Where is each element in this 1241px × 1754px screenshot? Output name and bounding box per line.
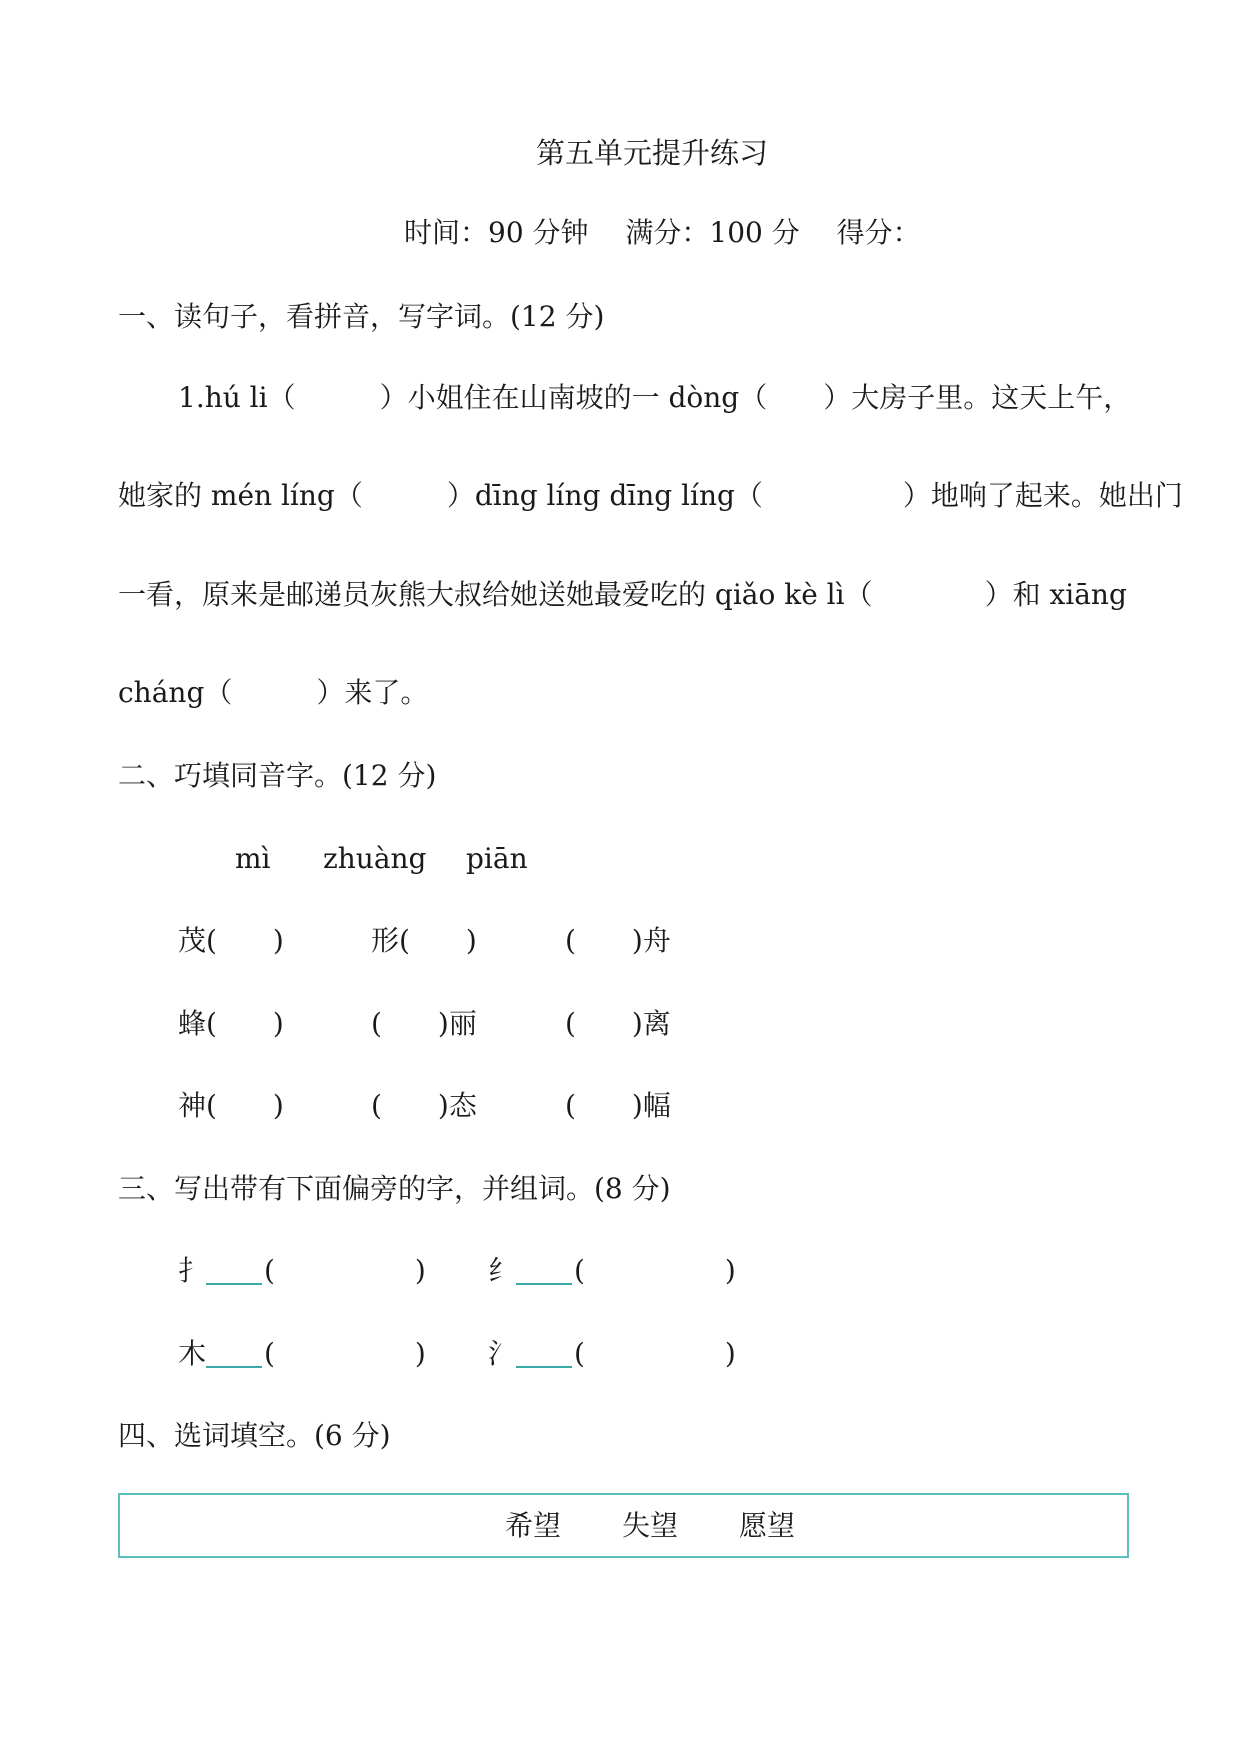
section-1-line-3: 一看，原来是邮递员灰熊大叔给她送她最爱吃的 qiǎo kè lì（ ）和 xiāng [118, 578, 1127, 611]
section-1-line-2: 她家的 mén líng（ ）dīng líng dīng líng（ ）地响了起来。她出门 [118, 479, 1183, 512]
word-choice-1: 希望 [505, 1509, 562, 1542]
word-choice-box [118, 1493, 1129, 1558]
section-3-heading: 三、写出带有下面偏旁的字，并组词。(8 分) [118, 1172, 671, 1205]
word-choice-2: 失望 [622, 1509, 679, 1542]
exam-meta: 时间：90 分钟 满分：100 分 得分： [404, 216, 921, 249]
radical-label: 纟 [488, 1254, 517, 1287]
word-paren: ( ) [264, 1337, 426, 1370]
homophone-cell: 茂( ) [178, 924, 284, 957]
answer-blank[interactable] [516, 1366, 572, 1368]
homophone-cell: ( )态 [371, 1089, 477, 1122]
section-1-line-4: cháng（ ）来了。 [118, 676, 429, 709]
pinyin-zhuang: zhuàng [323, 842, 427, 875]
radical-label: 木 [178, 1337, 207, 1370]
homophone-cell: 蜂( ) [178, 1007, 284, 1040]
homophone-cell: 神( ) [178, 1089, 284, 1122]
word-paren: ( ) [574, 1254, 736, 1287]
word-paren: ( ) [574, 1337, 736, 1370]
pinyin-pian: piān [466, 842, 528, 875]
answer-blank[interactable] [206, 1366, 262, 1368]
section-1-heading: 一、读句子，看拼音，写字词。(12 分) [118, 300, 605, 333]
answer-blank[interactable] [516, 1283, 572, 1285]
word-choice-3: 愿望 [739, 1509, 796, 1542]
answer-blank[interactable] [206, 1283, 262, 1285]
word-paren: ( ) [264, 1254, 426, 1287]
radical-label: 扌 [178, 1254, 207, 1287]
section-2-heading: 二、巧填同音字。(12 分) [118, 759, 437, 792]
pinyin-mi: mì [235, 842, 271, 875]
section-1-line-1: 1.hú li（ ）小姐住在山南坡的一 dòng（ ）大房子里。这天上午， [178, 381, 1132, 414]
homophone-cell: ( )幅 [565, 1089, 671, 1122]
homophone-cell: 形( ) [371, 924, 477, 957]
radical-label: 氵 [488, 1337, 517, 1370]
section-4-heading: 四、选词填空。(6 分) [118, 1419, 391, 1452]
homophone-cell: ( )丽 [371, 1007, 477, 1040]
page-title: 第五单元提升练习 [536, 136, 769, 170]
homophone-cell: ( )舟 [565, 924, 671, 957]
homophone-cell: ( )离 [565, 1007, 671, 1040]
